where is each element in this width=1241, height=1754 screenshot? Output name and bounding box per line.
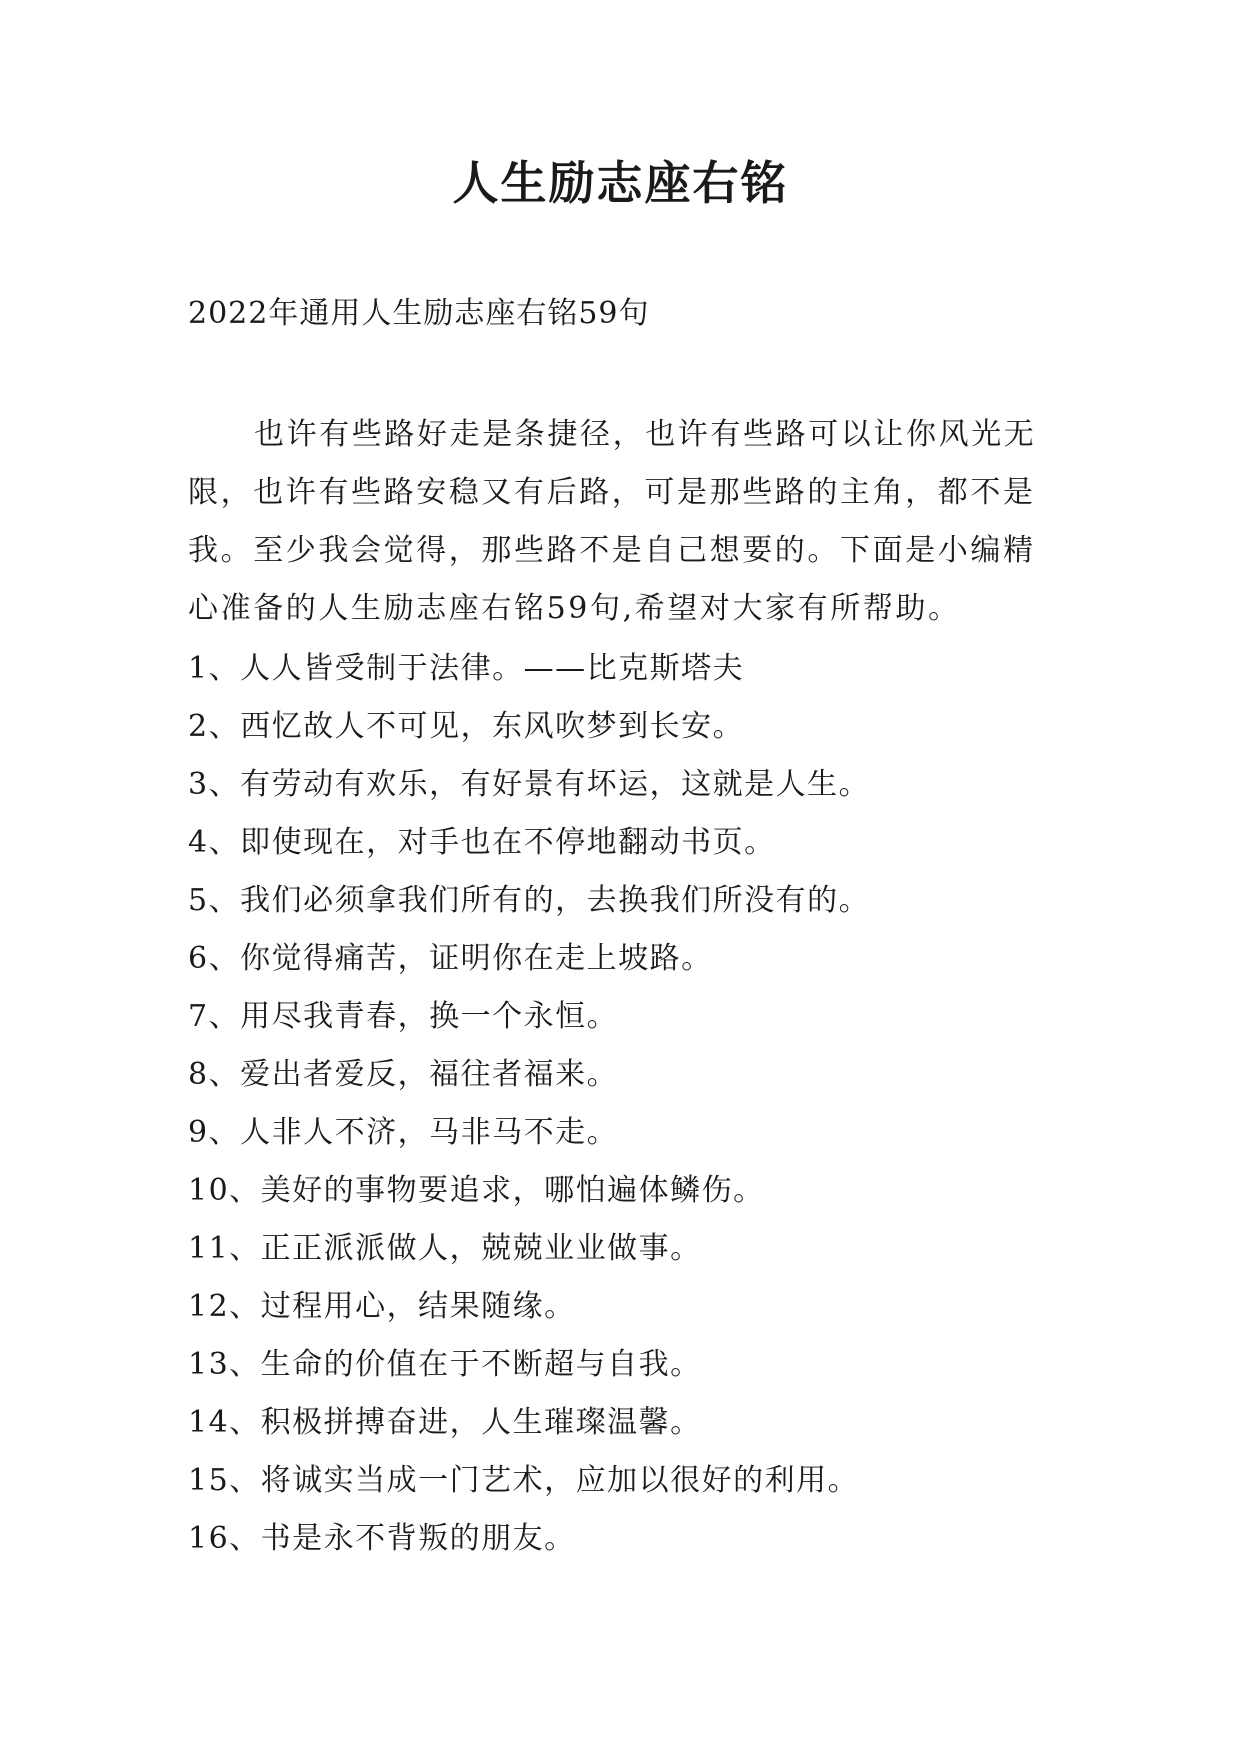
list-item: 9、人非人不济，马非马不走。: [188, 1115, 619, 1150]
list-item: 10、美好的事物要追求，哪怕遍体鳞伤。: [188, 1173, 765, 1208]
document-subtitle: 2022年通用人生励志座右铭59句: [188, 296, 650, 331]
list-item: 11、正正派派做人，兢兢业业做事。: [188, 1231, 702, 1266]
list-item: 15、将诚实当成一门艺术，应加以很好的利用。: [188, 1463, 860, 1498]
list-item: 16、书是永不背叛的朋友。: [188, 1521, 576, 1556]
page-title: 人生励志座右铭: [452, 156, 789, 210]
list-item: 14、积极拼搏奋进，人生璀璨温馨。: [188, 1405, 702, 1440]
list-item: 2、西忆故人不可见，东风吹梦到长安。: [188, 709, 745, 744]
list-item: 4、即使现在，对手也在不停地翻动书页。: [188, 825, 776, 860]
list-item: 8、爱出者爱反，福往者福来。: [188, 1057, 619, 1092]
list-item: 12、过程用心，结果随缘。: [188, 1289, 576, 1324]
list-item: 1、人人皆受制于法律。——比克斯塔夫: [188, 651, 745, 686]
list-item: 7、用尽我青春，换一个永恒。: [188, 999, 619, 1034]
list-item: 6、你觉得痛苦，证明你在走上坡路。: [188, 941, 713, 976]
list-item: 5、我们必须拿我们所有的，去换我们所没有的。: [188, 883, 871, 918]
motto-list: [188, 640, 1056, 1568]
intro-paragraph: 也许有些路好走是条捷径，也许有些路可以让你风光无限，也许有些路安稳又有后路，可是那些路的主角，都不是我。至少我会觉得，那些路不是自己想要的。下面是小编精心准备的人生励志座右铭59句,希望对大家有所帮助。: [188, 417, 1037, 626]
list-item: 3、有劳动有欢乐，有好景有坏运，这就是人生。: [188, 767, 871, 802]
list-item: 13、生命的价值在于不断超与自我。: [188, 1347, 702, 1382]
